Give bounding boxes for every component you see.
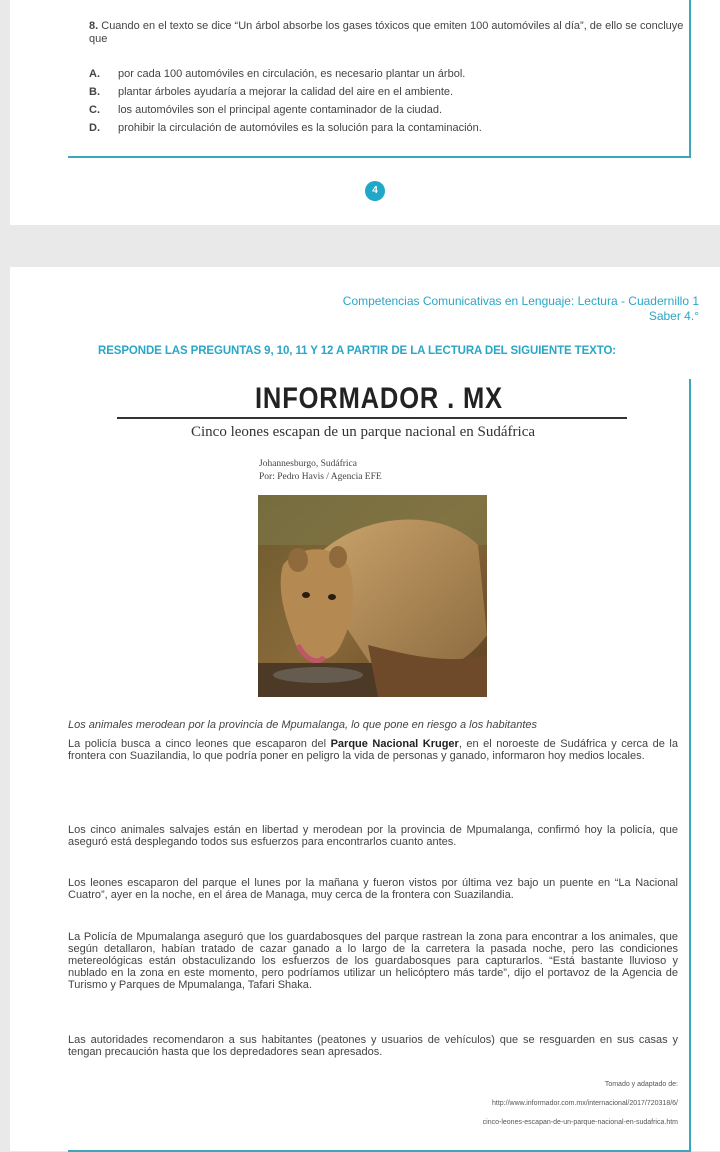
park-name: Parque Nacional Kruger — [330, 738, 459, 750]
source-url-1[interactable]: http://www.informador.com.mx/internacional/2017/720318/6/ — [492, 1100, 678, 1107]
article-paragraph-5: Las autoridades recomendaron a sus habitantes (peatones y usuarios de vehículos) que se resguarden en sus casas y tengan precaución hasta que los depredadores sean apresados. — [68, 1034, 678, 1058]
article-byline — [259, 458, 382, 484]
article-paragraph-3: Los leones escaparon del parque el lunes por la mañana y fueron vistos por última vez bajo un puente en “La Nacional Cuatro”, ayer en la noche, en el área de Managa, muy cerca de la frontera con Suazilandia. — [68, 877, 678, 901]
article-paragraph-2: Los cinco animales salvajes están en libertad y merodean por la provincia de Mpumalanga, confirmó hoy la policía, que aseguró está desplegando todos sus esfuerzos para encontrarlos cuanto antes. — [68, 824, 678, 848]
option-a[interactable]: A. por cada 100 automóviles en circulación, es necesario plantar un árbol. — [89, 68, 466, 80]
booklet-header — [343, 294, 699, 324]
lion-photo — [258, 495, 487, 697]
newspaper-masthead: INFORMADOR . MX — [255, 382, 503, 415]
page-4 — [10, 0, 720, 225]
masthead-rule — [117, 417, 627, 419]
option-b[interactable]: B. plantar árboles ayudaría a mejorar la calidad del aire en el ambiente. — [89, 86, 454, 98]
option-d[interactable]: D. prohibir la circulación de automóviles es la solución para la contaminación. — [89, 122, 482, 134]
question-8-stem — [89, 20, 689, 46]
header-line-2: Saber 4.° — [648, 309, 699, 323]
option-c[interactable]: C. los automóviles son el principal agente contaminador de la ciudad. — [89, 104, 443, 116]
dateline: Johannesburgo, Sudáfrica — [259, 459, 357, 469]
author: Por: Pedro Havis / Agencia EFE — [259, 472, 382, 482]
question-stem-text: Cuando en el texto se dice “Un árbol absorbe los gases tóxicos que emiten 100 automóviles al día”, de ello se concluye que — [89, 20, 684, 45]
instruction-heading: RESPONDE LAS PREGUNTAS 9, 10, 11 Y 12 A PARTIR DE LA LECTURA DEL SIGUIENTE TEXTO: — [98, 345, 617, 357]
article-paragraph-1: La policía busca a cinco leones que escaparon del Parque Nacional Kruger, en el noroeste de Sudáfrica y cerca de la frontera con Suazilandia, lo que podría poner en peligro la vida de personas y ganado, informaron hoy medios locales. — [68, 738, 678, 762]
source-url-2[interactable]: cinco-leones-escapan-de-un-parque-nacional-en-sudafrica.htm — [482, 1119, 678, 1126]
header-line-1: Competencias Comunicativas en Lenguaje: Lectura - Cuadernillo 1 — [342, 294, 699, 308]
article-paragraph-4: La Policía de Mpumalanga aseguró que los guardabosques del parque rastrean la zona para encontrar a los animales, que según detallaron, habían tratado de cazar ganado a lo largo de la carretera la pasada noche, pero las condiciones metereológicas están obstaculizando los esfuerzos de los guardabosques para capturarlos. “Está bastante lluvioso y nublado en la zona en este momento, pero podríamos utilizar un helicóptero más tarde”, dijo el portavoz de la Agencia de Turismo y Parques de Mpumalanga, Tafari Shaka. — [68, 931, 678, 991]
question-number: 8. — [89, 20, 99, 32]
page-number-badge: 4 — [365, 181, 385, 201]
photo-caption: Los animales merodean por la provincia de Mpumalanga, lo que pone en riesgo a los habitantes — [68, 719, 538, 731]
page-5 — [10, 267, 720, 1151]
article-headline: Cinco leones escapan de un parque nacional en Sudáfrica — [191, 424, 536, 440]
source-label: Tomado y adaptado de: — [604, 1081, 678, 1088]
